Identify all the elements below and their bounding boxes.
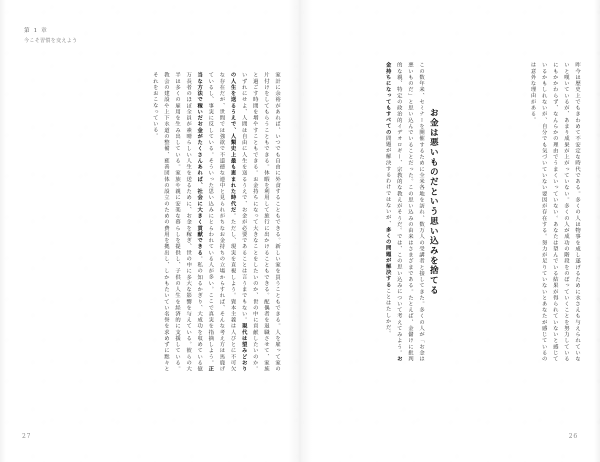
chapter-number: 第 1 章: [24, 28, 48, 34]
emphasized-text: 正当な方法で稼いだお金がたくさんあれば、社会に大きく貢献できる: [196, 72, 214, 372]
emphasized-text: 現代は望みどおりの人生を送るうえで、人類史上最も恵まれた時代だ: [229, 72, 247, 372]
right-page: [300, 0, 600, 462]
emphasized-text: 多くの問題が解決する: [384, 226, 391, 288]
folio-left: 27: [22, 433, 32, 440]
section-heading: お金は悪いものだという思い込みを捨てる: [428, 108, 439, 296]
right-page-intro-paragraph: 昨今は歴史上でもきわめて不安定な時代である。多くの人は物事を成し遂げるために水さえも与えられていないと嘆いているが、あまり成果が上がっていない。多くの人が成功の階段をのぼっていくことを努力しているにもかかわらず、なんらかの理由でうまくいっていない。あなたは望んでいる結果が得られていないと感じているかもしれないが、自分でも気づいていない要因が存在する。努力が足りていないとあなたが感じているのは意外な理由がある。: [529, 62, 580, 362]
folio-right: 26: [568, 433, 578, 440]
right-page-main-paragraph: この数年来、セミナーを開催するために全米各地を訪れ、数万人の受講者と接してきた。多くの人が「お金は悪いものだ」と思い込んでいることだった。この思い込みの由来はさまざまである。たとえば、金儲けに批判的な親、特定の政治的イデオロギー、宗教的な教えがそうだ。では、この思い込みについて考えてみよう。お金持ちになってもすべての問題が解決するわけではないが、多くの問題が解決することはたしかだ。: [384, 62, 424, 362]
chapter-title: 今こそ習慣を変えよう: [24, 38, 78, 45]
running-head: [24, 27, 78, 46]
left-page-body: 家計に余裕があれば、いつでも自由に外食することもできる。新しい家を買うこともできる。人を雇って家の片付けをしてもらうこともできる。休暇を利用して旅行に出かけることもできる。配偶者を退職させて、家族と過ごす時間を増やすこともできる。お金持ちになって大きなことをしたいのか、世の中に貢献したいのか。いずれにせよ、人間は自由に人生を送るうえで、お金が必要であることは言うまでもない。現代は望みどおりの人生を送るうえで、人類史上最も恵まれた時代だ。ただし、現実を直視しよう。資本主義は人びとに不可欠な存在だが、世間では強欲で不道徳な連中と見られがちなお金持ちの立場からすれば、そんな考え方は馬鹿げているし、事実に反している。そういった思い込みにとらわれている人が多い。ここで真実を指摘しよう。正当な方法で稼いだお金がたくさんあれば、社会に大きく貢献できる。私の知るかぎり、大成功を収めている億万長者のほぼ全員が素晴らしい人生を送るために、お金を稼ぎ、世の中に多大な影響を与えている。彼らの大半は多くの雇用を生み出している。家族や親に安楽な暮らしを提供し、子供の人生を経済的に支援している。教会の建設や上下水道の整備、慈善団体の設立のための費用を拠出し、しかもたいてい名誉を求めずに黙々とそれをおこなっている。: [151, 72, 280, 372]
emphasized-text: お金持ちになってもすべての: [384, 62, 402, 362]
